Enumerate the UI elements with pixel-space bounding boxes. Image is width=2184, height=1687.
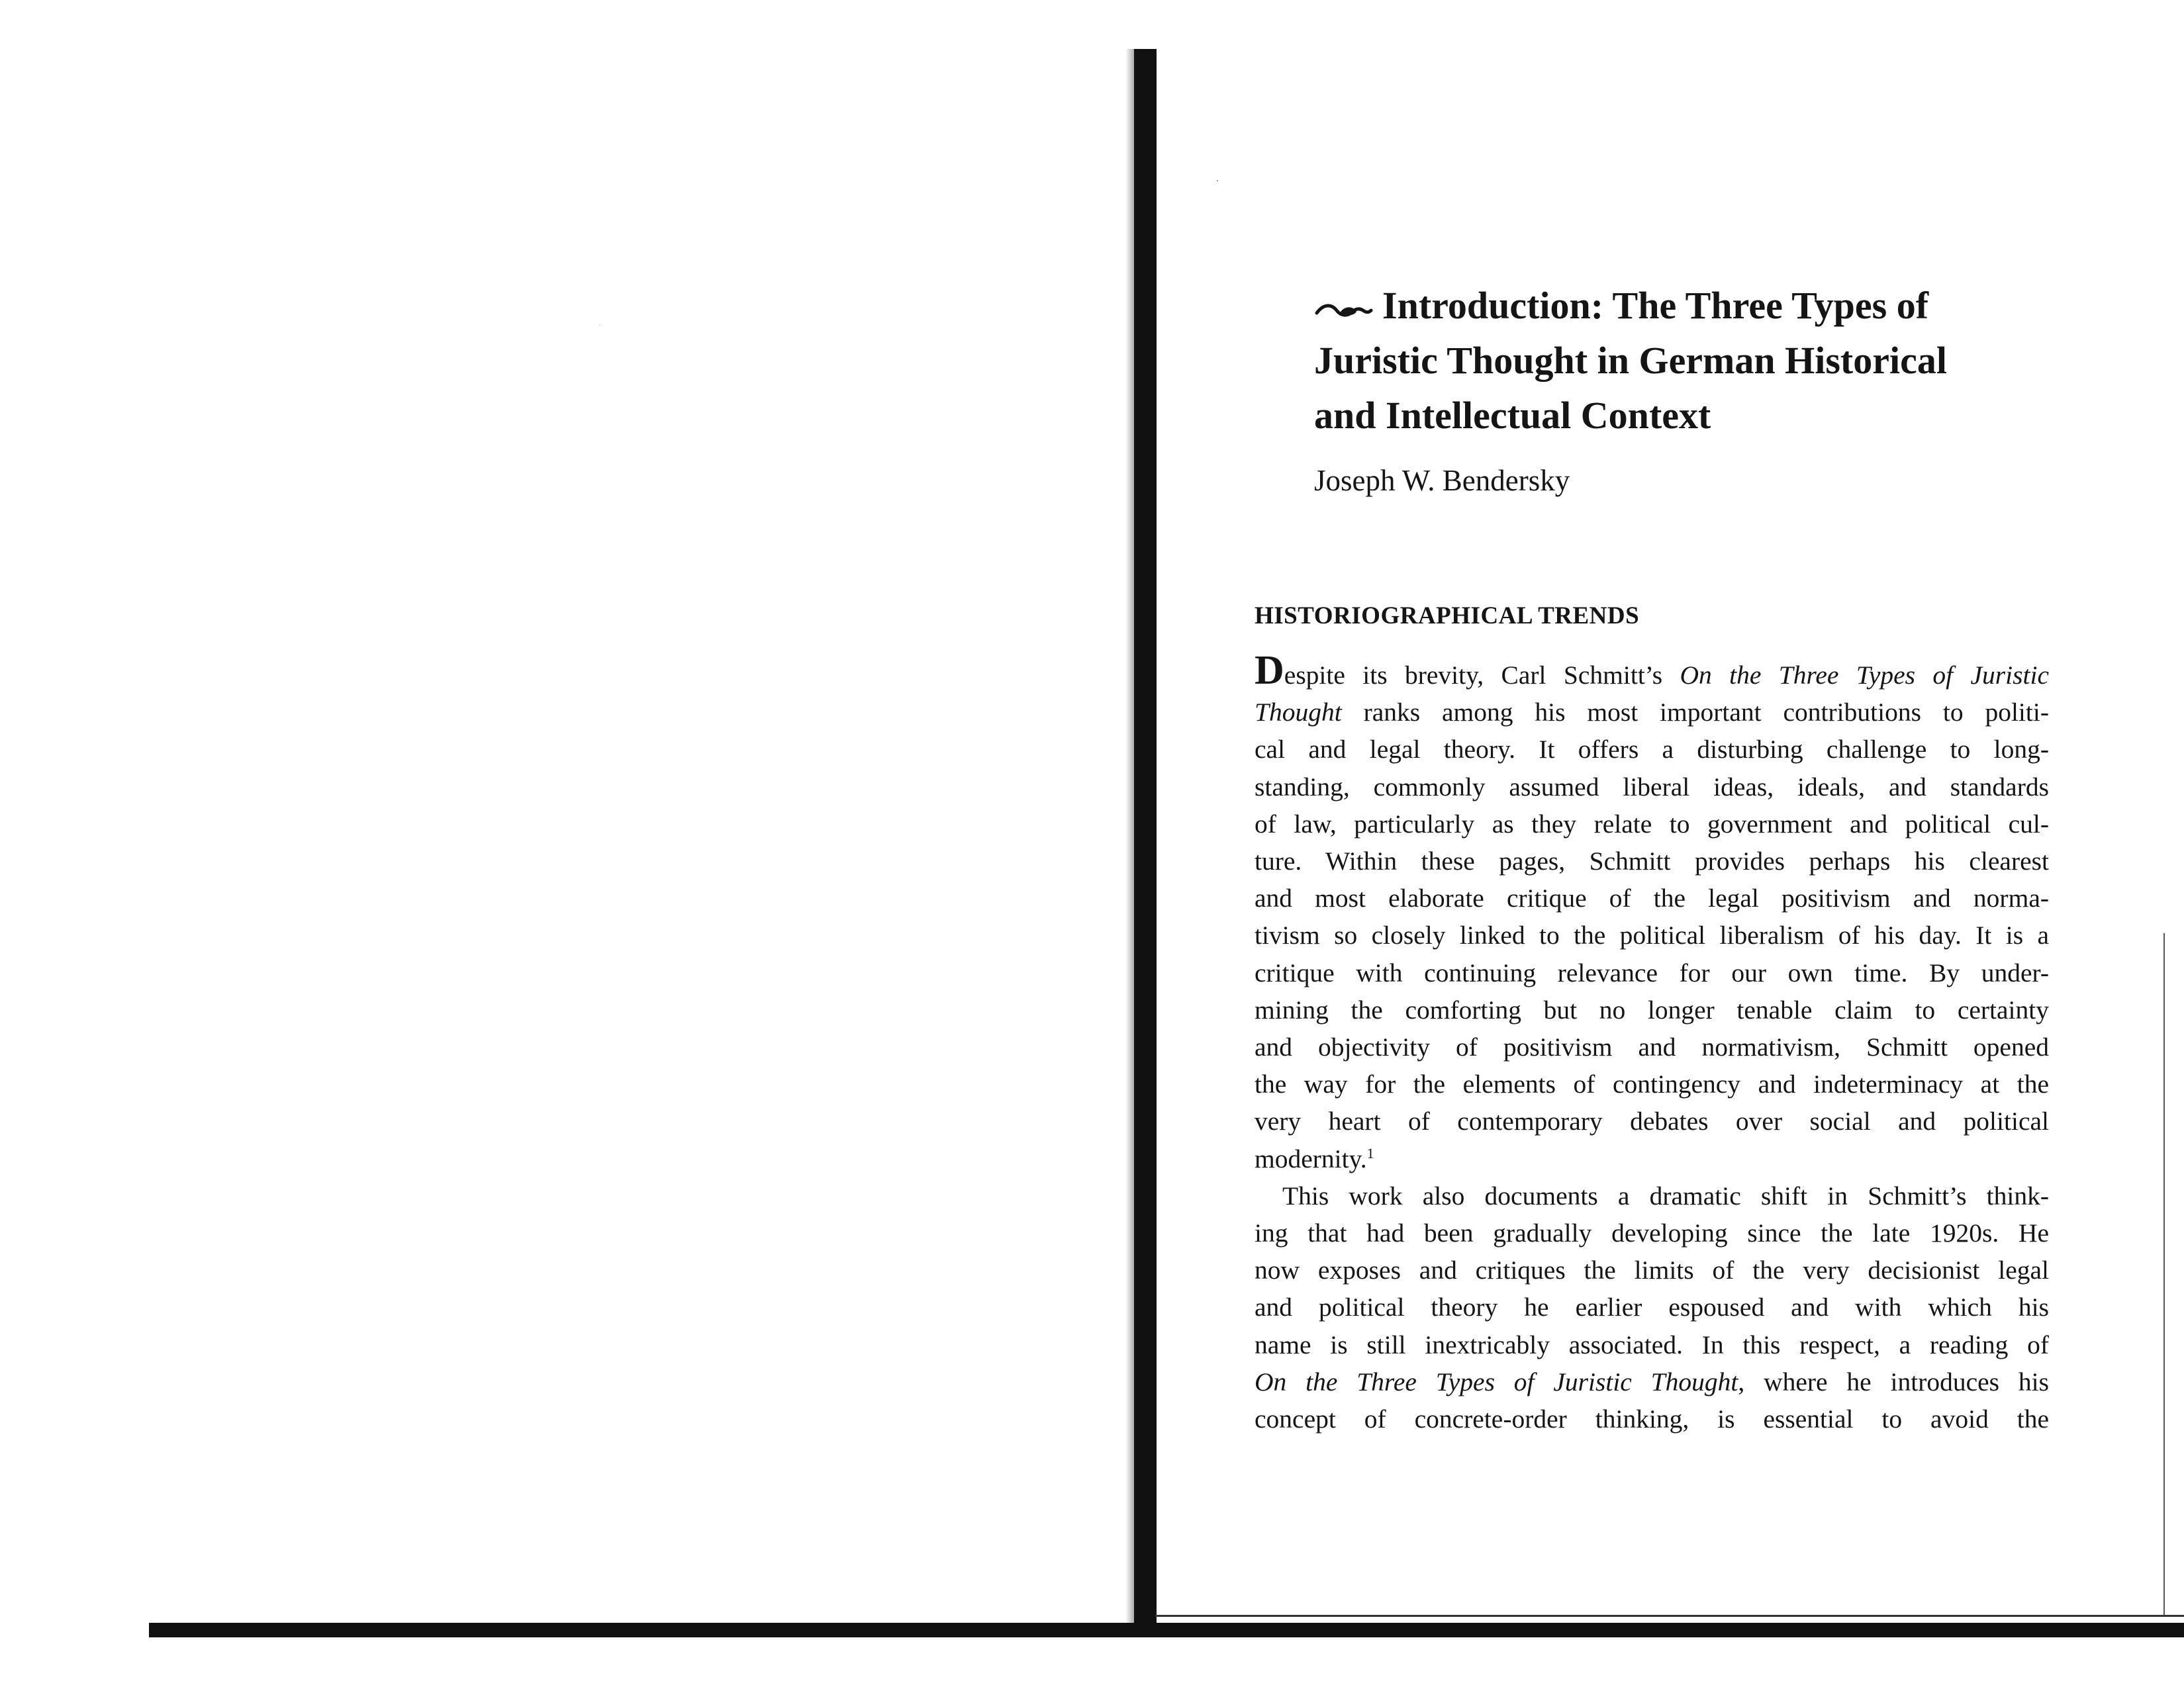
- text-line: Thought ranks among his most important contributions to politi-: [1255, 698, 2049, 727]
- text-line: name is still inextricably associated. In this respect, a reading of: [1255, 1330, 2049, 1359]
- text-line: and objectivity of positivism and normativism, Schmitt opened: [1255, 1032, 2049, 1062]
- right-page-text: [1255, 278, 2059, 1437]
- scan-speck: [599, 324, 600, 326]
- text-line: concept of concrete-order thinking, is essential to avoid the: [1255, 1404, 2049, 1434]
- footnote-marker: 1: [1366, 1144, 1374, 1162]
- body-text: [1255, 648, 2049, 1437]
- text-line: of law, particularly as they relate to government and political cul-: [1255, 809, 2049, 839]
- text-line: On the Three Types of Juristic Thought, where he introduces his: [1255, 1367, 2049, 1396]
- text-line: This work also documents a dramatic shift in Schmitt’s think-: [1282, 1181, 2049, 1210]
- text-line: standing, commonly assumed liberal ideas, ideals, and standards: [1255, 772, 2049, 801]
- title-line: Juristic Thought in German Historical: [1314, 339, 1947, 382]
- text-line: now exposes and critiques the limits of the very decisionist legal: [1255, 1255, 2049, 1285]
- chapter-title: [1255, 278, 2075, 443]
- text-line: cal and legal theory. It offers a disturbing challenge to long-: [1255, 735, 2049, 764]
- italic-title: On the Three Types of Juristic Thought: [1255, 1367, 1738, 1396]
- title-line: Introduction: The Three Types of: [1382, 284, 1929, 327]
- text-line: very heart of contemporary debates over social and political: [1255, 1107, 2049, 1136]
- author-name: Joseph W. Bendersky: [1314, 464, 1570, 497]
- right-page-edge: [2163, 933, 2165, 1615]
- text-line: the way for the elements of contingency and indeterminacy at the: [1255, 1070, 2049, 1099]
- text-line: mining the comforting but no longer tenable claim to certainty: [1255, 995, 2049, 1025]
- page-edge-rule: [1155, 1615, 2184, 1617]
- text-line: Despite its brevity, Carl Schmitt’s On the Three Types of Juristic: [1255, 648, 2049, 693]
- italic-title: On the Three Types of Juristic: [1680, 661, 2049, 690]
- text-line: and political theory he earlier espoused and with which his: [1255, 1293, 2049, 1322]
- drop-cap: D: [1255, 648, 1284, 693]
- section-heading: HISTORIOGRAPHICAL TRENDS: [1255, 602, 1640, 629]
- text-line: tivism so closely linked to the political liberalism of his day. It is a: [1255, 921, 2049, 950]
- book-spine: [1134, 49, 1157, 1637]
- title-line: and Intellectual Context: [1314, 394, 1711, 437]
- spine-shadow: [1125, 49, 1135, 1637]
- bottom-border: [149, 1623, 2184, 1637]
- ornament-icon: [1314, 302, 1374, 318]
- text-line: ing that had been gradually developing since the late 1920s. He: [1255, 1218, 2049, 1248]
- text-line: ture. Within these pages, Schmitt provides perhaps his clearest: [1255, 846, 2049, 876]
- text-line: modernity.$^1$: [1255, 1144, 1374, 1173]
- scan-speck: [1217, 180, 1218, 181]
- text-line: and most elaborate critique of the legal positivism and norma-: [1255, 884, 2049, 913]
- text-line: critique with continuing relevance for our own time. By under-: [1255, 958, 2049, 987]
